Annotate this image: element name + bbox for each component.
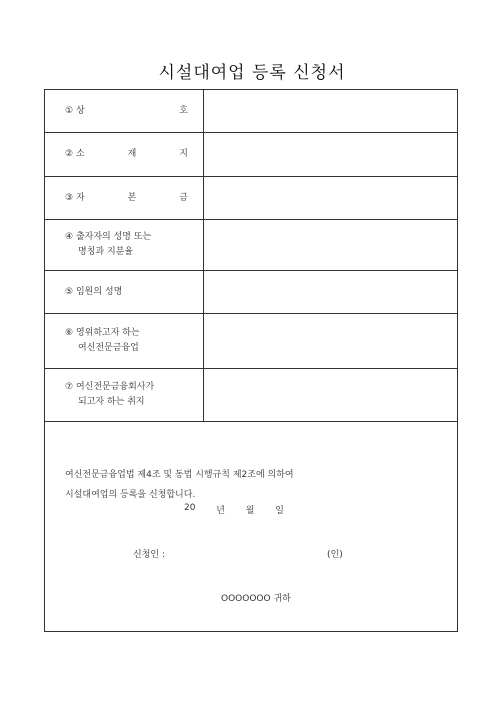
- location-input[interactable]: [204, 133, 457, 176]
- field-row-officers: [45, 271, 457, 314]
- field-number: ①: [65, 105, 74, 116]
- field-label: ② 소 재 지: [45, 133, 204, 176]
- purpose-input[interactable]: [204, 369, 457, 421]
- field-label: ⑥ 영위하고자 하는 여신전문금융업: [45, 314, 204, 368]
- business-type-input[interactable]: [204, 314, 457, 368]
- investors-input[interactable]: [204, 220, 457, 270]
- field-number: ⑦: [65, 382, 74, 392]
- field-label: ⑦ 여신전문금융회사가 되고자 하는 취지: [45, 369, 204, 421]
- field-row-trade-name: [45, 90, 457, 133]
- form-title: 시설대여업 등록 신청서: [158, 63, 346, 83]
- field-label: ① 상 호: [45, 90, 204, 132]
- field-number: ⑥: [65, 328, 74, 338]
- field-label: ④ 출자자의 성명 또는 명칭과 지분율: [45, 220, 204, 270]
- field-label: ⑤ 임원의 성명: [45, 271, 204, 313]
- statement: 여신전문금융업법 제4조 및 동법 시행규칙 제2조에 의하여 시설대여업의 등록을 신청합니다.: [65, 470, 294, 500]
- field-number: ④: [65, 232, 74, 242]
- declaration-section: [45, 422, 457, 631]
- addressee: OOOOOOO 귀하: [221, 594, 291, 604]
- trade-name-input[interactable]: [204, 90, 457, 132]
- field-row-investors: [45, 220, 457, 271]
- seal-mark: (인): [327, 550, 343, 560]
- officers-input[interactable]: [204, 271, 457, 313]
- field-number: ⑤: [65, 286, 74, 297]
- field-row-capital: [45, 177, 457, 220]
- field-number: ②: [65, 149, 74, 159]
- field-row-location: [45, 133, 457, 177]
- capital-input[interactable]: [204, 177, 457, 219]
- date-line: 20 년 월 일: [184, 503, 284, 516]
- field-number: ③: [65, 192, 74, 203]
- field-label: ③ 자 본 금: [45, 177, 204, 219]
- applicant-label: 신청인 :: [133, 550, 165, 560]
- field-row-purpose: [45, 369, 457, 422]
- field-row-business-type: [45, 314, 457, 369]
- application-form: [44, 89, 458, 632]
